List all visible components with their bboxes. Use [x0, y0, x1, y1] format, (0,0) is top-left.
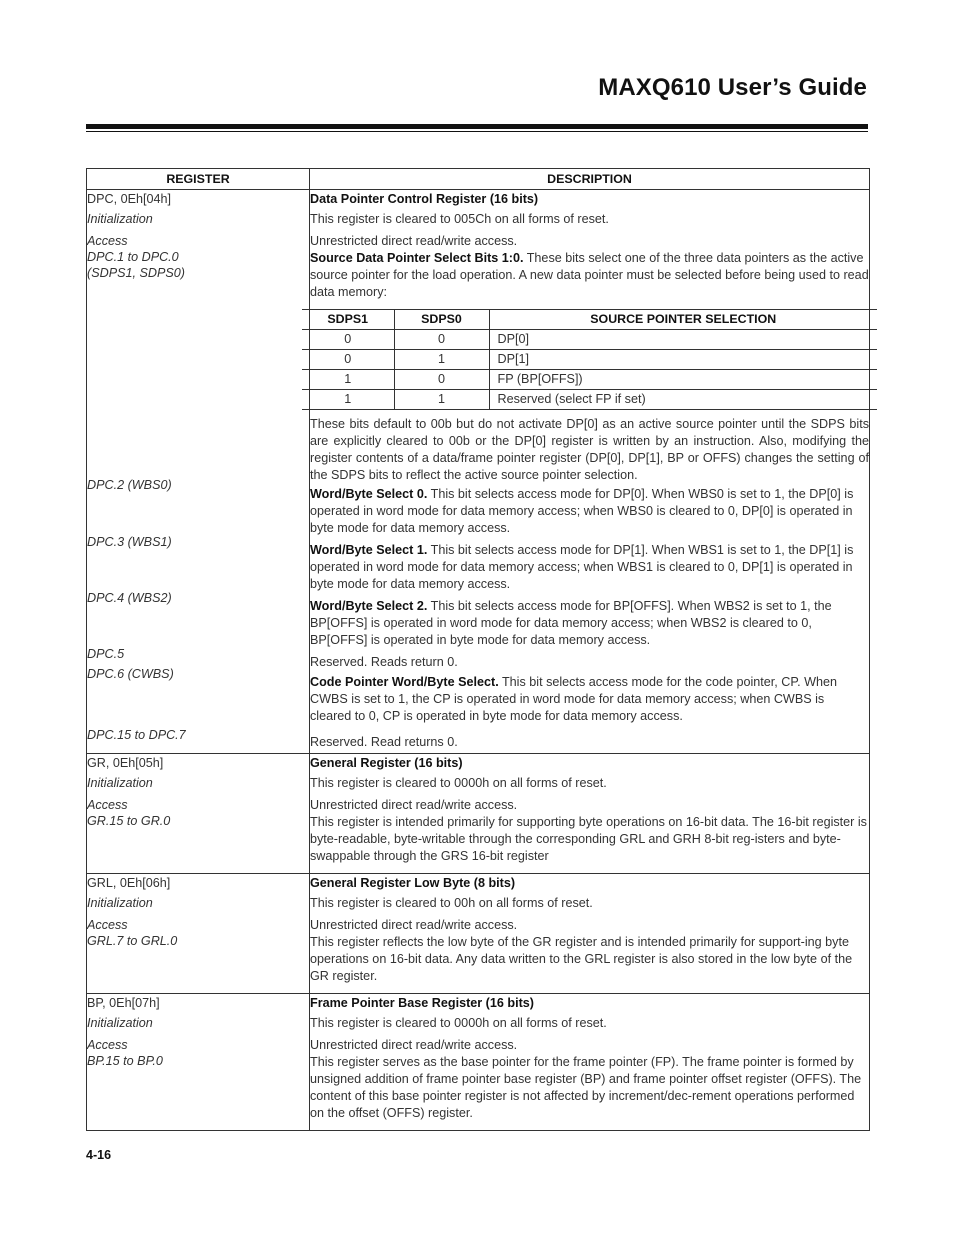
access-text: Unrestricted direct read/write access. — [310, 798, 518, 812]
initialization-label: Initialization — [87, 896, 153, 910]
bit-field-label: DPC.15 to DPC.7 — [87, 728, 186, 742]
header-rule-thick — [86, 124, 868, 129]
access-text: Unrestricted direct read/write access. — [310, 234, 518, 248]
register-name: GR, 0Eh[05h] — [87, 756, 164, 770]
initialization-text: This register is cleared to 00h on all forms of reset. — [310, 896, 593, 910]
register-row-bp — [87, 994, 870, 1131]
bit-field-title: Source Data Pointer Select Bits 1:0. — [310, 251, 524, 265]
source-pointer-header-row — [302, 310, 877, 330]
register-table-header-row — [87, 169, 870, 190]
register-cell-gr — [87, 754, 310, 874]
initialization-text: This register is cleared to 0000h on all forms of reset. — [310, 1016, 607, 1030]
initialization-label: Initialization — [87, 776, 153, 790]
table-row — [302, 370, 877, 390]
register-cell-bp — [87, 994, 310, 1131]
register-title: Data Pointer Control Register (16 bits) — [310, 192, 539, 206]
table-row — [302, 350, 877, 370]
bit-field-title: Word/Byte Select 1. — [310, 543, 428, 557]
upper-bits-description: Reserved. Read returns 0. — [310, 735, 458, 749]
page-number: 4-16 — [86, 1148, 112, 1162]
source-pointer-table — [302, 309, 877, 410]
sdps1-header: SDPS1 — [302, 310, 394, 330]
sdps-description — [310, 250, 869, 301]
description-cell-gr — [310, 754, 870, 874]
register-column-header: REGISTER — [87, 169, 310, 190]
bit-field-label: DPC.6 (CWBS) — [87, 667, 174, 681]
initialization-label: Initialization — [87, 212, 153, 226]
register-row-dpc — [87, 190, 870, 754]
table-cell: 0 — [302, 350, 394, 370]
bit-field-text: These bits select one of the three data pointers as the active source pointer for the load operation. A new data pointer must be selected before being used to read data memory: — [310, 251, 869, 299]
bit-field-title: Word/Byte Select 0. — [310, 487, 428, 501]
wbs0-description — [310, 486, 869, 537]
bit-field-label: GR.15 to GR.0 — [87, 814, 171, 828]
table-row — [302, 330, 877, 350]
header-rule-thin — [86, 131, 868, 132]
access-label: Access — [87, 1038, 128, 1052]
bit-field-label: DPC.3 (WBS1) — [87, 535, 172, 549]
table-cell: FP (BP[OFFS]) — [489, 370, 877, 390]
table-cell: DP[0] — [489, 330, 877, 350]
wbs1-description — [310, 542, 869, 593]
register-name: GRL, 0Eh[06h] — [87, 876, 171, 890]
access-text: Unrestricted direct read/write access. — [310, 918, 518, 932]
table-cell: 1 — [302, 370, 394, 390]
bit-field-label: (SDPS1, SDPS0) — [87, 266, 185, 280]
description-cell-dpc — [310, 190, 870, 754]
register-title: Frame Pointer Base Register (16 bits) — [310, 996, 534, 1010]
bit-field-title: Word/Byte Select 2. — [310, 599, 428, 613]
description-cell-grl — [310, 874, 870, 994]
bit-field-label: DPC.2 (WBS0) — [87, 478, 172, 492]
register-description: This register serves as the base pointer for the frame pointer (FP). The frame pointer is formed by unsigned addition of frame pointer base register (BP) and frame pointer offset register (OFFS). The content of this base pointer register is not affected by increment/dec-rement operations performed on the offset (OFFS) register. — [310, 1055, 862, 1120]
bit5-description: Reserved. Reads return 0. — [310, 655, 458, 669]
table-row — [302, 390, 877, 410]
bit-field-text: This bit selects access mode for the code pointer, CP. When CWBS is set to 1, the CP is operated in word mode for data memory access; when CWBS is cleared to 0, CP is operated in byte mode for data memory access. — [310, 675, 838, 723]
initialization-text: This register is cleared to 0000h on all forms of reset. — [310, 776, 607, 790]
register-description: This register is intended primarily for supporting byte operations on 16-bit data. The 16-bit register is byte-readable, byte-writable through the corresponding GRL and GRH 8-bit reg-isters and byte-swappable through the GRS 16-bit register — [310, 815, 867, 863]
table-cell: 0 — [394, 370, 489, 390]
table-cell: 0 — [302, 330, 394, 350]
bit-field-text: This bit selects access mode for DP[0]. When WBS0 is set to 1, the DP[0] is operated in word mode for data memory access; when WBS0 is cleared to 0, DP[0] is operated in byte mode for data memory access. — [310, 487, 854, 535]
register-name: BP, 0Eh[07h] — [87, 996, 160, 1010]
bit-field-label: DPC.5 — [87, 647, 125, 661]
access-text: Unrestricted direct read/write access. — [310, 1038, 518, 1052]
register-title: General Register (16 bits) — [310, 756, 463, 770]
register-description: This register reflects the low byte of the GR register and is intended primarily for support-ing byte operations on 16-bit data. Any data written to the GRL register is also stored in the low byte of the GR register. — [310, 935, 853, 983]
register-table — [86, 168, 870, 1131]
bit-field-label: DPC.4 (WBS2) — [87, 591, 172, 605]
bit-field-text: This bit selects access mode for DP[1]. When WBS1 is set to 1, the DP[1] is operated in word mode for data memory access; when WBS1 is cleared to 0, DP[1] is operated in byte mode for data memory access. — [310, 543, 854, 591]
description-column-header: DESCRIPTION — [310, 169, 870, 190]
access-label: Access — [87, 798, 128, 812]
cwbs-description — [310, 674, 869, 725]
bit-field-text: This bit selects access mode for BP[OFFS]. When WBS2 is set to 1, the BP[OFFS] is operated in word mode for data memory access; when WBS2 is cleared to 0, BP[OFFS] is operated in byte mode for data memory access. — [310, 599, 832, 647]
description-cell-bp — [310, 994, 870, 1131]
access-label: Access — [87, 918, 128, 932]
selection-header: SOURCE POINTER SELECTION — [489, 310, 877, 330]
table-cell: 1 — [302, 390, 394, 410]
register-row-gr — [87, 754, 870, 874]
table-cell: 1 — [394, 350, 489, 370]
wbs2-description — [310, 598, 869, 649]
bit-field-label: GRL.7 to GRL.0 — [87, 934, 178, 948]
page-title: MAXQ610 User’s Guide — [598, 74, 867, 101]
register-cell-grl — [87, 874, 310, 994]
table-cell: 0 — [394, 330, 489, 350]
bit-field-title: Code Pointer Word/Byte Select. — [310, 675, 499, 689]
register-cell-dpc — [87, 190, 310, 754]
table-cell: Reserved (select FP if set) — [489, 390, 877, 410]
access-label: Access — [87, 234, 128, 248]
table-cell: DP[1] — [489, 350, 877, 370]
initialization-label: Initialization — [87, 1016, 153, 1030]
table-cell: 1 — [394, 390, 489, 410]
register-name: DPC, 0Eh[04h] — [87, 192, 172, 206]
register-row-grl — [87, 874, 870, 994]
register-title: General Register Low Byte (8 bits) — [310, 876, 516, 890]
bit-field-label: DPC.1 to DPC.0 — [87, 250, 179, 264]
sdps0-header: SDPS0 — [394, 310, 489, 330]
sdps-note: These bits default to 00b but do not activate DP[0] as an active source pointer until the SDPS bits are explicitly cleared to 00b or the DP[0] register is written by an instruction. Also, modifying the register contents of a data/frame pointer register (DP[0], DP[1], BP or OFFS) changes the setting of the SDPS bits to reflect the active source pointer selection. — [310, 417, 869, 482]
initialization-text: This register is cleared to 005Ch on all forms of reset. — [310, 212, 609, 226]
bit-field-label: BP.15 to BP.0 — [87, 1054, 163, 1068]
